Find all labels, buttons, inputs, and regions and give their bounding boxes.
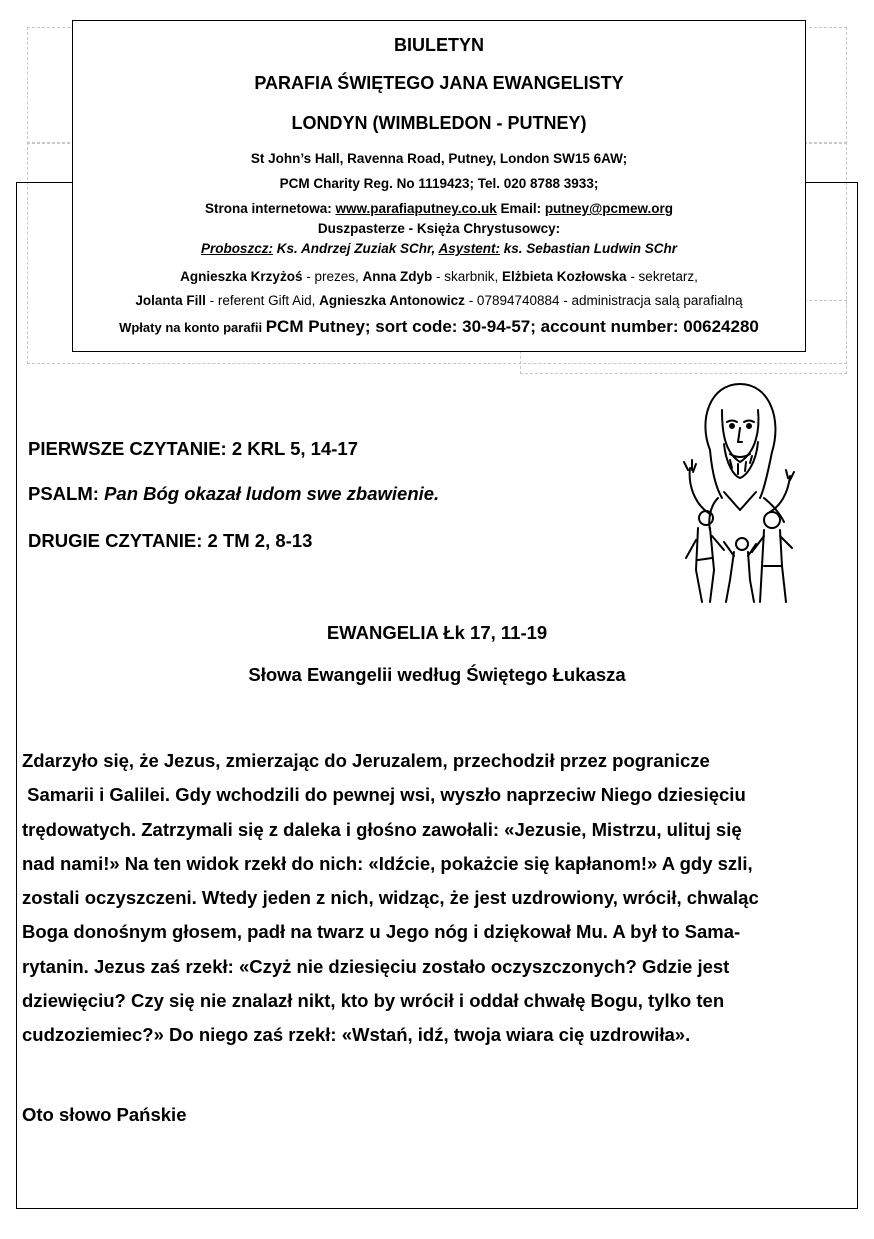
payment-details: PCM Putney; sort code: 30-94-57; account number: 00624280 <box>265 317 759 336</box>
parish-header-box <box>72 20 806 352</box>
website-link[interactable]: www.parafiaputney.co.uk <box>335 201 497 216</box>
asystent-name: ks. Sebastian Ludwin SChr <box>500 241 678 256</box>
second-reading: DRUGIE CZYTANIE: 2 TM 2, 8-13 <box>28 530 313 551</box>
contact-line <box>73 201 805 216</box>
parish-name: PARAFIA ŚWIĘTEGO JANA EWANGELISTY <box>254 73 624 93</box>
proboszcz-label: Proboszcz: <box>200 241 273 256</box>
christ-with-people-illustration <box>680 380 800 606</box>
psalm-label: PSALM: <box>28 483 105 504</box>
staff-line-2 <box>73 293 805 308</box>
gospel-line: zostali oczyszczeni. Wtedy jeden z nich, widząc, że jest uzdrowiony, wrócił, chwaląc <box>22 887 759 909</box>
first-reading: PIERWSZE CZYTANIE: 2 KRL 5, 14-17 <box>28 438 358 459</box>
parish-address: St John’s Hall, Ravenna Road, Putney, London SW15 6AW; <box>250 151 628 166</box>
gospel-line: Zdarzyło się, że Jezus, zmierzając do Jeruzalem, przechodził przez pogranicze <box>22 750 710 771</box>
staff-name: Agnieszka Antonowicz <box>319 293 465 308</box>
proboszcz-name: Ks. Andrzej Zuziak SChr, <box>272 241 439 256</box>
staff-name: Elżbieta Kozłowska <box>502 269 627 284</box>
parish-location: LONDYN (WIMBLEDON - PUTNEY) <box>291 113 587 133</box>
email-label: Email: <box>496 201 545 216</box>
gospel-line: trędowatych. Zatrzymali się z daleka i głośno zawołali: «Jezusie, Mistrzu, ulituj się <box>22 818 742 840</box>
payment-line <box>73 317 805 337</box>
gospel-closing: Oto słowo Pańskie <box>22 1104 187 1125</box>
gospel-line: rytanin. Jezus zaś rzekł: «Czyż nie dziesięciu zostało oczyszczonych? Gdzie jest <box>22 955 730 977</box>
bulletin-title: BIULETYN <box>394 35 484 55</box>
clergy-line <box>73 241 805 256</box>
gospel-line: dziewięciu? Czy się nie znalazł nikt, kto by wrócił i oddał chwałę Bogu, tylko ten <box>22 990 725 1012</box>
gospel-subtitle: Słowa Ewangelii według Świętego Łukasza <box>248 664 626 685</box>
payment-label: Wpłaty na konto parafii <box>119 320 266 335</box>
charity-and-phone: PCM Charity Reg. No 1119423; Tel. 020 8788 3933; <box>279 176 599 191</box>
gospel-line: nad nami!» Na ten widok rzekł do nich: «Idźcie, pokażcie się kapłanom!» A gdy szli, <box>22 852 753 874</box>
gospel-line: Samarii i Galilei. Gdy wchodzili do pewnej wsi, wyszło naprzeciw Niego dziesięciu <box>22 784 746 806</box>
staff-role: - referent Gift Aid, <box>205 293 320 308</box>
website-label: Strona internetowa: <box>204 201 336 216</box>
gospel-reference: EWANGELIA Łk 17, 11-19 <box>326 622 548 643</box>
pastors-heading: Duszpasterze - Księża Chrystusowcy: <box>317 221 561 236</box>
staff-role: - 07894740884 - administracja salą parafialną <box>464 293 743 308</box>
staff-role: - sekretarz, <box>626 269 698 284</box>
staff-name: Jolanta Fill <box>135 293 206 308</box>
gospel-line: Boga donośnym głosem, padł na twarz u Jego nóg i dziękował Mu. A był to Sama- <box>22 921 741 943</box>
staff-line-1 <box>73 269 805 284</box>
asystent-label: Asystent: <box>438 241 501 256</box>
staff-role: - skarbnik, <box>432 269 503 284</box>
staff-name: Anna Zdyb <box>362 269 433 284</box>
psalm-line <box>28 483 439 505</box>
gospel-text <box>22 744 858 1053</box>
email-link[interactable]: putney@pcmew.org <box>544 201 673 216</box>
staff-role: - prezes, <box>302 269 363 284</box>
psalm-refrain: Pan Bóg okazał ludom swe zbawienie. <box>104 483 440 504</box>
staff-name: Agnieszka Krzyżoś <box>180 269 303 284</box>
gospel-line: cudzoziemiec?» Do niego zaś rzekł: «Wstań, idź, twoja wiara cię uzdrowiła». <box>22 1024 691 1046</box>
